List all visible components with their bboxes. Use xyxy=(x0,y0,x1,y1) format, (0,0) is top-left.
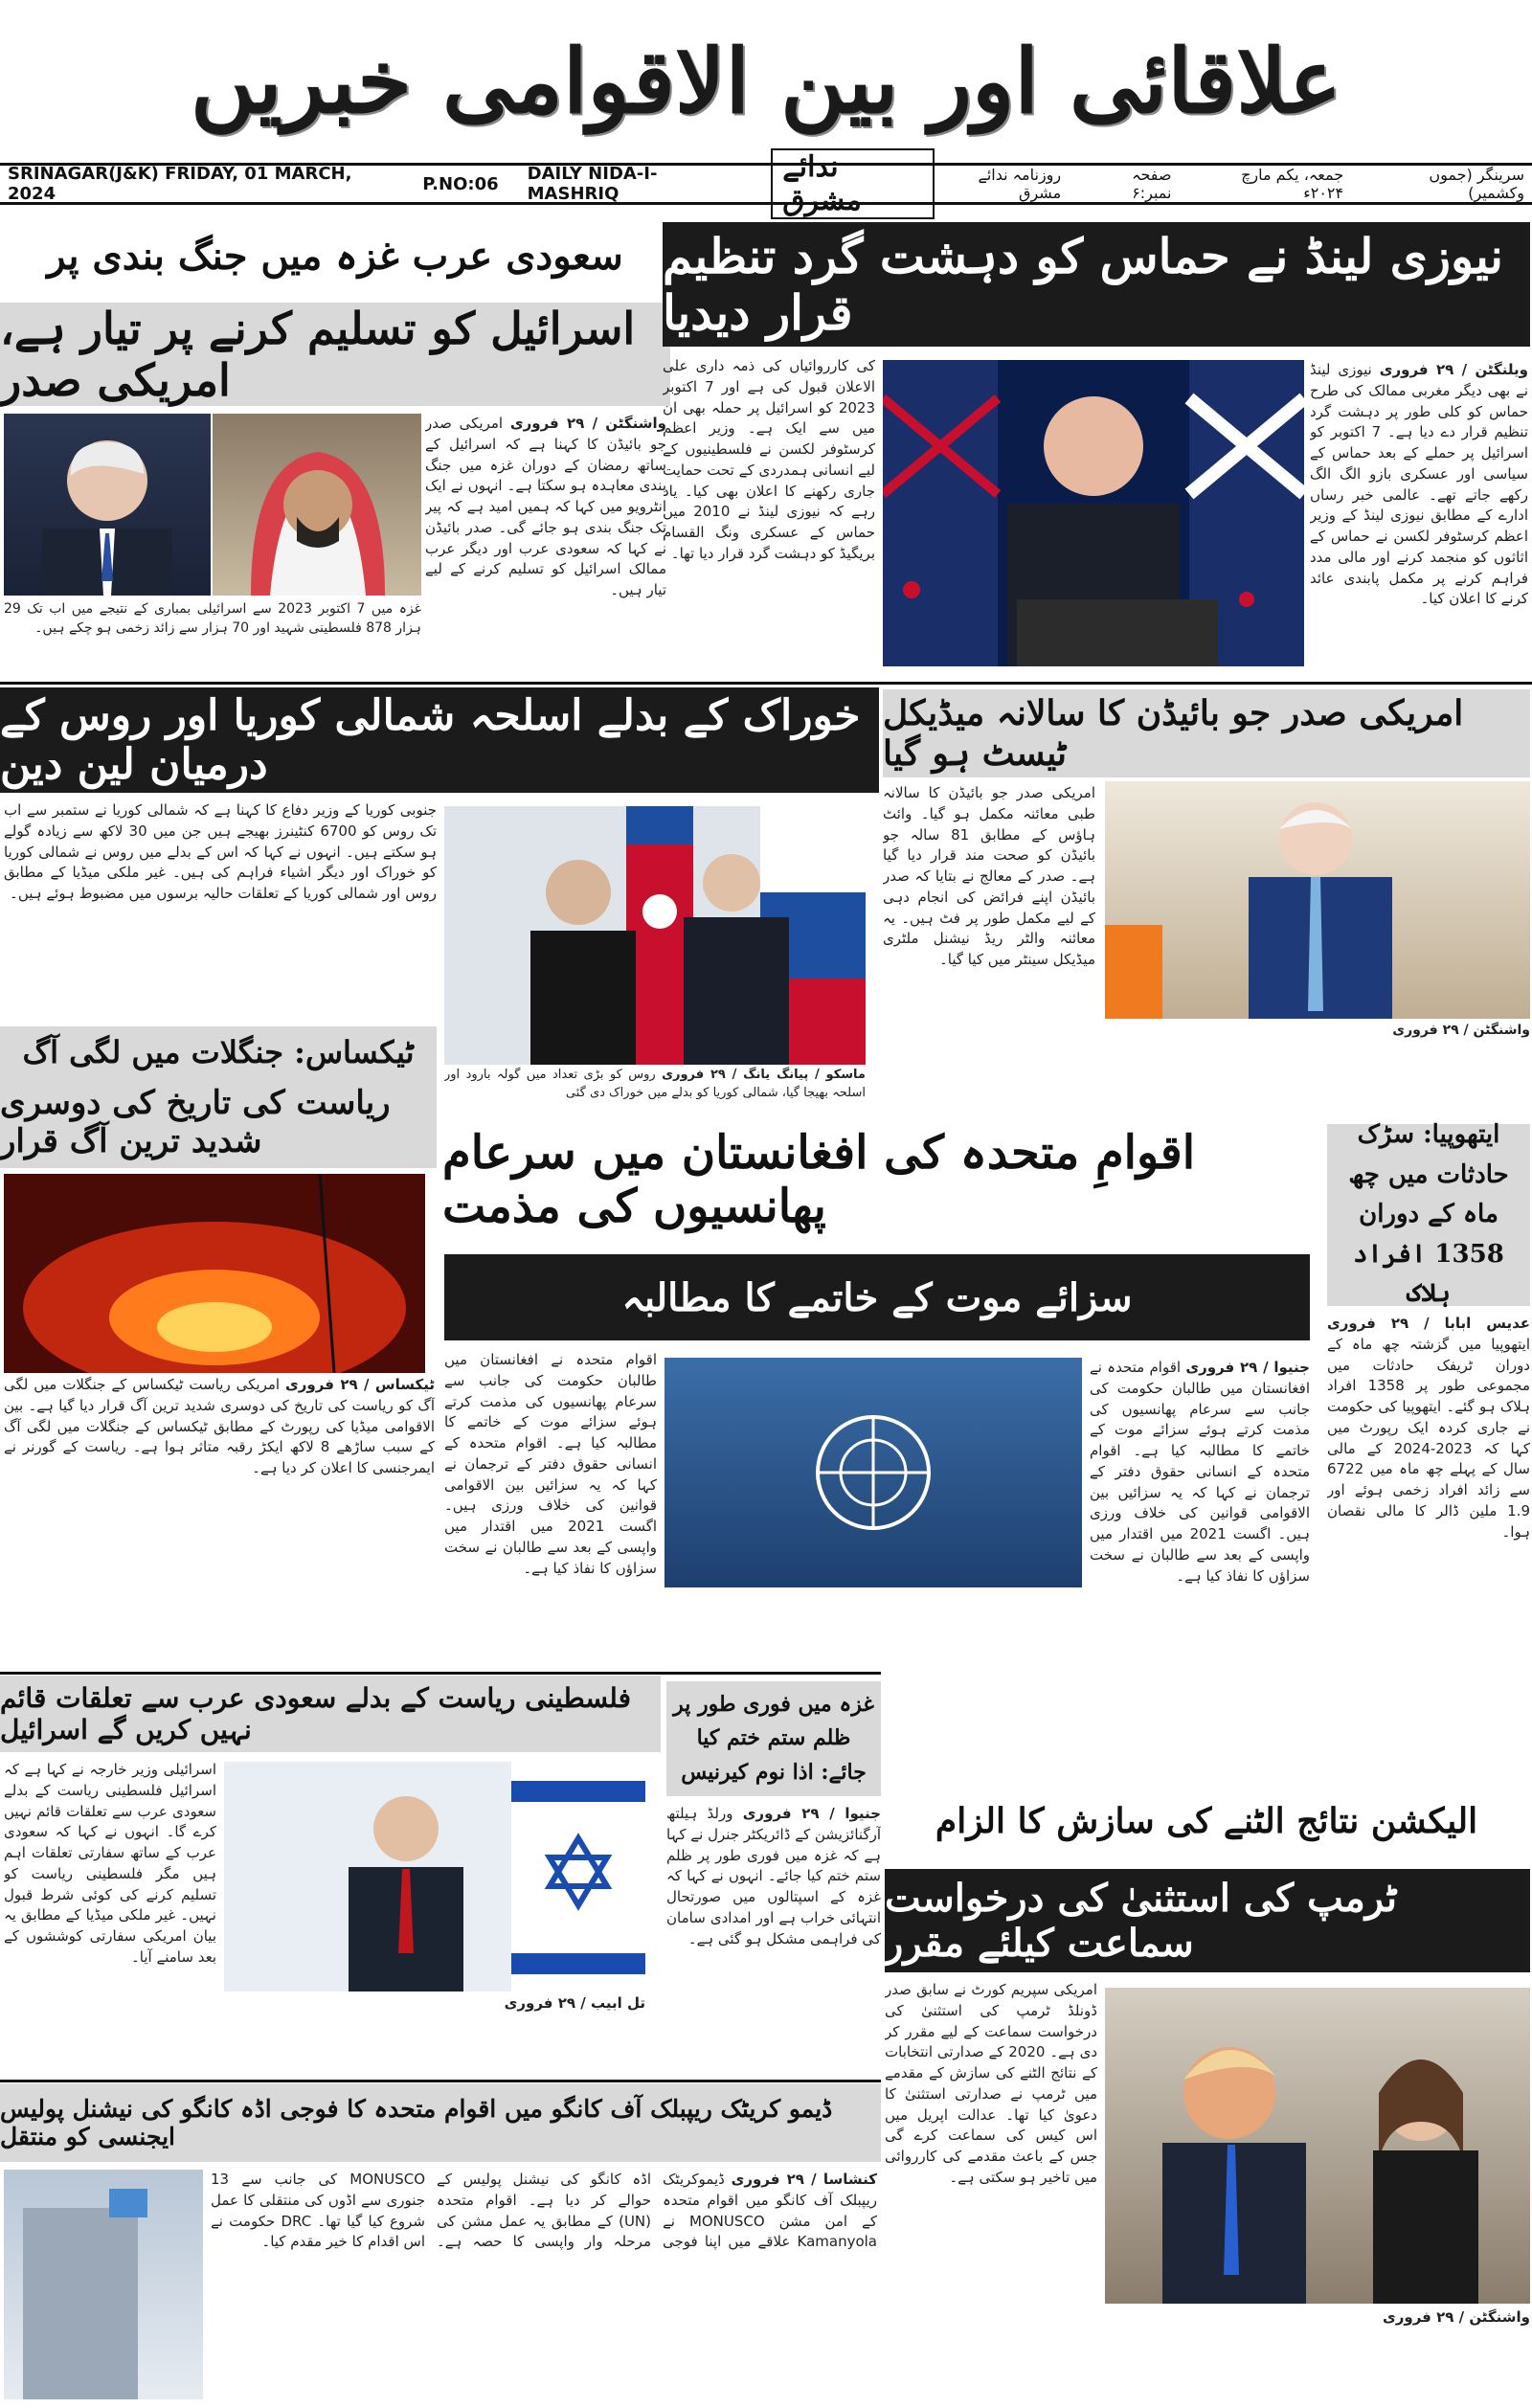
texas-subhead: ریاست کی تاریخ کی دوسری شدید ترین آگ قرار xyxy=(0,1084,391,1160)
un-subhead: سزائے موت کے خاتمے کا مطالبہ xyxy=(444,1254,1310,1340)
paper-logo: ندائے مشرق xyxy=(771,148,935,219)
dateline-left: SRINAGAR(J&K) FRIDAY, 01 MARCH, 2024 xyxy=(8,164,352,204)
drc-headline: ڈیمو کریٹک ریپبلک آف کانگو میں اقوام متحدہ کا فوجی اڈہ کانگو کی نیشنل پولیس ایجنسی کو منتقل xyxy=(0,2083,881,2162)
masthead xyxy=(0,0,1532,163)
korea-caption: روس کو بڑی تعداد میں گولہ بارود اور اسلحہ بھیجا گیا، شمالی کوریا کو بدلے میں خوراک دی گئی xyxy=(444,1068,866,1099)
saudi-dateline: واشنگٹن / ۲۹ فروری xyxy=(509,415,666,432)
un-body-2: اقوام متحدہ نے افغانستان میں طالبان حکومت کی جانب سے سرعام پھانسیوں کی مذمت کرتے ہوئے سزائے موت کے خاتمے کا مطالبہ کیا ہے۔ اقوام متحدہ کے انسانی حقوق دفتر کے ترجمان نے کہا کہ یہ سزائیں بین الاقوامی قوانین کی خلاف ورزی ہیں۔ اگست 2021 میں اقتدار میں واپسی کے بعد سے طالبان نے سخت سزاؤں کا نفاذ کیا ہے۔ xyxy=(444,1351,657,1577)
palestine-body-2: اسرائیلی وزیر خارجہ نے کہا ہے کہ اسرائیل فلسطینی ریاست کے بدلے سعودی عرب سے تعلقات قائم نہیں کرے گا۔ انہوں نے کہا کہ سعودی عرب کے ساتھ سفارتی تعلقات اہم ہیں مگر فلسطینی ریاست کو تسلیم کرنے کی کوئی شرط قبول نہیں۔ غیر ملکی میڈیا کے مطابق یہ بیان امریکی سفارتی کوششوں کے بعد سامنے آیا۔ xyxy=(4,1761,216,1966)
nz-headline: نیوزی لینڈ نے حماس کو دہشت گرد تنظیم قرار دیدیا xyxy=(663,222,1530,347)
un-headline: اقوامِ متحدہ کی افغانستان میں سرعام پھانسیوں کی مذمت xyxy=(442,1126,1196,1233)
korea-dateline: ماسکو / پیانگ یانگ / ۲۹ فروری xyxy=(662,1068,866,1082)
gaza-dateline: جنیوا / ۲۹ فروری xyxy=(742,1805,881,1822)
un-dateline: جنیوا / ۲۹ فروری xyxy=(1185,1359,1310,1376)
paper-name-en: DAILY NIDA-I-MASHRIQ xyxy=(527,164,658,204)
ethiopia-body: ایتھوپیا میں گزشتہ چھ ماہ کے دوران ٹریفک حادثات میں مجموعی طور پر 1358 افراد ہلاک ہو گئے۔ ایتھوپیا کی حکومت نے جاری کردہ ایک رپورٹ میں کہا کہ 2023-2024 کے مالی سال کے پہلے چھ ماہ میں 6722 سے زائد افراد زخمی ہوئے اور 1.9 ملین ڈالر کا مالی نقصان ہوا۔ xyxy=(1327,1335,1530,1541)
un-body: اقوام متحدہ نے افغانستان میں طالبان حکومت کی جانب سے سرعام پھانسیوں کی مذمت کرتے ہوئے سزائے موت کے خاتمے کا مطالبہ کیا ہے۔ اقوام متحدہ کے انسانی حقوق دفتر کے ترجمان نے کہا کہ یہ سزائیں بین الاقوامی قوانین کی خلاف ورزی ہیں۔ اگست 2021 میں اقتدار میں واپسی کے بعد سے طالبان نے سخت سزاؤں کا نفاذ کیا ہے۔ xyxy=(1090,1359,1310,1585)
biden-body: امریکی صدر جو بائیڈن کا سالانہ طبی معائنہ مکمل ہو گیا۔ وائٹ ہاؤس کے مطابق 81 سالہ جو بائیڈن کو صحت مند قرار دیا گیا ہے۔ صدر کے معالج نے بتایا کہ صدر بائیڈن اپنے فرائض کی انجام دہی کے لیے مکمل طور پر فٹ ہیں۔ یہ معائنہ والٹر ریڈ نیشنل ملٹری میڈیکل سینٹر میں کیا گیا۔ xyxy=(883,784,1095,968)
un-flag-photo xyxy=(665,1358,1082,1587)
biden-photo xyxy=(4,414,211,596)
mbs-photo xyxy=(213,414,421,596)
texas-dateline: ٹیکساس / ۲۹ فروری xyxy=(285,1376,435,1393)
dateline-bar xyxy=(0,150,1532,217)
page-number: P.NO:06 xyxy=(422,173,499,194)
gaza-body: ورلڈ ہیلتھ آرگنائزیشن کے ڈائریکٹر جنرل نے کہا ہے کہ غزہ میں فوری طور پر ظلم ستم ختم کیا جائے۔ انہوں نے کہا کہ غزہ کے اسپتالوں میں صورتحال انتہائی خراب ہے اور امدادی سامان کی فراہمی مشکل ہو گئی ہے۔ xyxy=(666,1805,881,1947)
saudi-kicker: سعودی عرب غزہ میں جنگ بندی پر xyxy=(47,233,623,279)
trump-headline: ٹرمپ کی استثنیٰ کی درخواست سماعت کیلئے مقرر xyxy=(885,1869,1530,1972)
drc-body: ڈیموکریٹک ریپبلک آف کانگو میں اقوام متحدہ کے امن مشن MONUSCO نے Kamanyola علاقے میں اپنا فوجی اڈہ کانگو کی نیشنل پولیس کے حوالے کر دیا ہے۔ اقوام متحدہ (UN) کے مطابق یہ عمل مشن کی مرحلہ وار واپسی کا حصہ ہے۔ MONUSCO کی جانب سے 13 جنوری سے اڈوں کی منتقلی کا عمل شروع کیا گیا تھا۔ DRC حکومت نے اس اقدام کا خیر مقدم کیا۔ xyxy=(211,2171,877,2251)
palestine-headline: فلسطینی ریاست کے بدلے سعودی عرب سے تعلقات قائم نہیں کریں گے اسرائیل xyxy=(0,1676,661,1752)
saudi-caption: غزہ میں 7 اکتوبر 2023 سے اسرائیلی بمباری کے نتیجے میں اب تک 29 ہزار 878 فلسطینی شہید اور 70 ہزار سے زائد زخمی ہو چکے ہیں۔ xyxy=(4,601,421,637)
divider xyxy=(0,682,1532,685)
page-ur: صفحہ نمبر:۶ xyxy=(1132,166,1172,202)
texas-head-block xyxy=(0,1026,437,1168)
divider xyxy=(0,2080,881,2082)
korea-body: جنوبی کوریا کے وزیر دفاع کا کہنا ہے کہ شمالی کوریا نے ستمبر سے اب تک روس کو 6700 کنٹینرز بھیجے ہیں جن میں 30 لاکھ سے زیادہ گولے ہو سکتے ہیں۔ انہوں نے کہا کہ اس کے بدلے میں روس نے شمالی کوریا کو خوراک اور دیگر اشیاء فراہم کی ہیں۔ غیر ملکی میڈیا کے مطابق روس اور شمالی کوریا کے تعلقات حالیہ برسوں میں مضبوط ہوئے ہیں۔ xyxy=(4,801,437,902)
biden-headline: امریکی صدر جو بائیڈن کا سالانہ میڈیکل ٹیسٹ ہو گیا xyxy=(883,689,1530,777)
biden-dateline: واشنگٹن / ۲۹ فروری xyxy=(1392,1023,1530,1038)
masthead-title: علاقائی اور بین الاقوامی خبریں xyxy=(190,30,1342,133)
gaza-headline: غزہ میں فوری طور پر ظلم ستم ختم کیا جائے: اذا نوم کیرنیس xyxy=(666,1681,881,1796)
city-ur: سرینگر (جموں وکشمیر) xyxy=(1429,166,1524,202)
saudi-body: امریکی صدر جو بائیڈن کا کہنا ہے کہ اسرائیل کے ساتھ رمضان کے دوران غزہ میں جنگ بندی معاہدہ ہو سکتا ہے۔ انہوں نے ایک انٹرویو میں کہا کہ ہمیں امید ہے کہ پیر تک جنگ بندی ہو جائے گی۔ صدر بائیڈن نے کہا کہ سعودی عرب اور دیگر عرب ممالک اسرائیل کو تسلیم کرنے کے لیے تیار ہیں۔ xyxy=(425,415,666,598)
texas-fire-photo xyxy=(4,1174,425,1373)
nz-body-2: کی کارروائیاں کی ذمہ داری علی الاعلان قبول کی ہے اور 7 اکتوبر 2023 کو اسرائیل پر حملہ بھی ان میں سے ایک ہے۔ وزیر اعظم کرسٹوفر لکسن نے فلسطینیوں کے لیے انسانی ہمدردی کے تحت حمایت جاری رکھنے کا اعلان بھی کیا۔ یاد رہے کہ نیوزی لینڈ نے 2010 میں حماس کے عسکری ونگ القسام بریگیڈ کو دہشت گرد قرار دیا تھا۔ xyxy=(663,357,875,562)
divider xyxy=(0,1672,881,1675)
putin-kim-photo xyxy=(444,806,866,1065)
ethiopia-headline: ایتھوپیا: سڑک حادثات میں چھ ماہ کے دوران 1358 افراد ہلاک xyxy=(1327,1124,1530,1306)
saudi-headline: اسرائیل کو تسلیم کرنے پر تیار ہے، امریکی صدر xyxy=(0,303,670,406)
ethiopia-dateline: عدیس ابابا / ۲۹ فروری xyxy=(1327,1315,1530,1332)
nz-body: نیوزی لینڈ نے بھی دیگر مغربی ممالک کی طرح حماس کو کلی طور پر دہشت گرد تنظیم قرار دے دیا ہے۔ 7 اکتوبر کو اسرائیل پر حملے کے بعد حماس کے سیاسی اور عسکری بازو الگ الگ رکھے جاتے تھے۔ عالمی خبر رساں ادارے کے مطابق نیوزی لینڈ کے وزیر اعظم کرسٹوفر لکسن نے حماس کے اثاثوں کو منجمد کرنے اور مالی مدد فراہم کرنے پر مکمل پابندی عائد کرنے کا اعلان کیا۔ xyxy=(1310,361,1528,608)
korea-headline: خوراک کے بدلے اسلحہ شمالی کوریا اور روس کے درمیان لین دین xyxy=(0,687,879,793)
texas-headline: ٹیکساس: جنگلات میں لگی آگ xyxy=(22,1034,415,1070)
biden-medical-photo xyxy=(1105,781,1530,1019)
drc-dateline: کنشاسا / ۲۹ فروری xyxy=(731,2171,877,2188)
nz-pm-photo xyxy=(883,360,1304,666)
paper-name-ur: روزنامہ ندائے مشرق xyxy=(978,166,1062,202)
nz-dateline: ویلنگٹن / ۲۹ فروری xyxy=(1379,361,1528,378)
trump-body-2: امریکی سپریم کورٹ نے سابق صدر ڈونلڈ ٹرمپ کی استثنیٰ کی درخواست سماعت کے لیے مقرر کر دی ہے۔ 2020 کے صدارتی انتخابات کے نتائج الٹنے کی سازش کے مقدمے میں ٹرمپ نے صدارتی استثنیٰ کا دعویٰ کیا تھا۔ عدالت اپریل میں اس کیس کی سماعت کرے گی جس کے باعث مقدمے کی کارروائی میں تاخیر ہو سکتی ہے۔ xyxy=(885,1981,1097,2186)
israel-minister-photo xyxy=(224,1762,645,1992)
trump-dateline: واشنگٹن / ۲۹ فروری xyxy=(1382,2308,1530,2326)
trump-kicker: الیکشن نتائج الٹنے کی سازش کا الزام xyxy=(935,1801,1478,1841)
date-ur: جمعہ، یکم مارچ ۲۰۲۴ء xyxy=(1241,166,1344,202)
palestine-dateline: تل ابیب / ۲۹ فروری xyxy=(504,1994,645,2012)
texas-body: امریکی ریاست ٹیکساس کے جنگلات میں لگی آگ کو ریاست کی تاریخ کی دوسری شدید ترین آگ قرار دیا گیا ہے۔ بین الاقوامی میڈیا کی رپورٹ کے مطابق ٹیکساس کے جنگلات میں لگی آگ کے سبب ساڑھے 8 لاکھ ایکڑ رقبہ متاثر ہوا ہے۔ ریاست کے گورنر نے ایمرجنسی کا اعلان کر دیا ہے۔ xyxy=(4,1376,435,1476)
trump-court-photo xyxy=(1105,1988,1530,2304)
un-building-photo xyxy=(4,2170,203,2399)
